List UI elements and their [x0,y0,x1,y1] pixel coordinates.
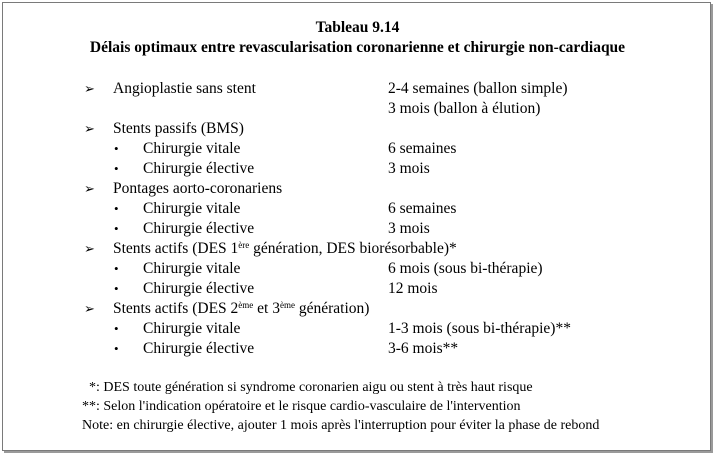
arrow-bullet-icon: ➢ [84,241,95,256]
sub-item-value: 6 semaines [388,140,457,157]
sub-item [0,319,715,339]
sub-item-value: 3 mois [388,160,430,177]
list-item [0,179,715,199]
sub-item [0,199,715,219]
sub-item [0,159,715,179]
sub-item-label: Chirurgie vitale [143,320,241,337]
sub-item [0,279,715,299]
bullet-icon: • [114,261,119,276]
item-label-part: Stents actifs (DES 2 [113,300,239,317]
table-subtitle: Délais optimaux entre revascularisation coronarienne et chirurgie non-cardiaque [89,39,626,56]
item-label: Stents passifs (BMS) [113,120,244,137]
footnote: Note: en chirurgie élective, ajouter 1 mois après l'interruption pour éviter la phase de rebond [82,418,600,433]
table-title: Tableau 9.14 [315,19,400,36]
sub-item-label: Chirurgie vitale [143,200,241,217]
list-item [0,239,715,259]
arrow-bullet-icon: ➢ [84,301,95,316]
sub-item [0,139,715,159]
item-label-part: Stents actifs (DES 1 [113,240,239,257]
sub-item-value: 12 mois [388,280,438,297]
item-label: Pontages aorto-coronariens [113,180,283,197]
sub-item-label: Chirurgie élective [143,220,255,237]
item-label-superscript: ère [238,240,250,250]
bullet-icon: • [114,221,119,236]
item-label-superscript: ème [279,300,295,310]
sub-item-value: 1-3 mois (sous bi-thérapie)** [388,320,571,337]
arrow-bullet-icon: ➢ [84,121,95,136]
list-item [0,119,715,139]
item-label: Angioplastie sans stent [113,80,256,97]
item-label [113,299,369,319]
bullet-icon: • [114,281,119,296]
bullet-icon: • [114,201,119,216]
list-item [0,299,715,319]
item-value: 2-4 semaines (ballon simple) [388,80,568,97]
item-label-part: génération) [294,300,370,317]
item-label-part: et 3 [253,300,280,317]
bullet-icon: • [114,321,119,336]
item-label [113,239,457,259]
sub-item-value: 6 mois (sous bi-thérapie) [388,260,543,277]
bullet-icon: • [114,161,119,176]
item-value: 3 mois (ballon à élution) [388,100,541,117]
sub-item-label: Chirurgie élective [143,280,255,297]
list-item-continuation [0,99,715,119]
sub-item-label: Chirurgie vitale [143,140,241,157]
sub-item-label: Chirurgie élective [143,340,255,357]
sub-item-value: 3-6 mois** [388,340,459,357]
footnote: **: Selon l'indication opératoire et le risque cardio-vasculaire de l'intervention [82,399,521,414]
item-label-part: génération, DES biorésorbable)* [249,240,457,257]
list-item [0,79,715,99]
footnote: *: DES toute génération si syndrome coronarien aigu ou stent à très haut risque [89,380,533,395]
sub-item-label: Chirurgie vitale [143,260,241,277]
arrow-bullet-icon: ➢ [84,81,95,96]
bullet-icon: • [114,341,119,356]
sub-item-value: 6 semaines [388,200,457,217]
bullet-icon: • [114,141,119,156]
arrow-bullet-icon: ➢ [84,181,95,196]
item-label-superscript: ème [238,300,254,310]
sub-item [0,259,715,279]
sub-item [0,219,715,239]
sub-item-value: 3 mois [388,220,430,237]
sub-item-label: Chirurgie élective [143,160,255,177]
sub-item [0,339,715,359]
